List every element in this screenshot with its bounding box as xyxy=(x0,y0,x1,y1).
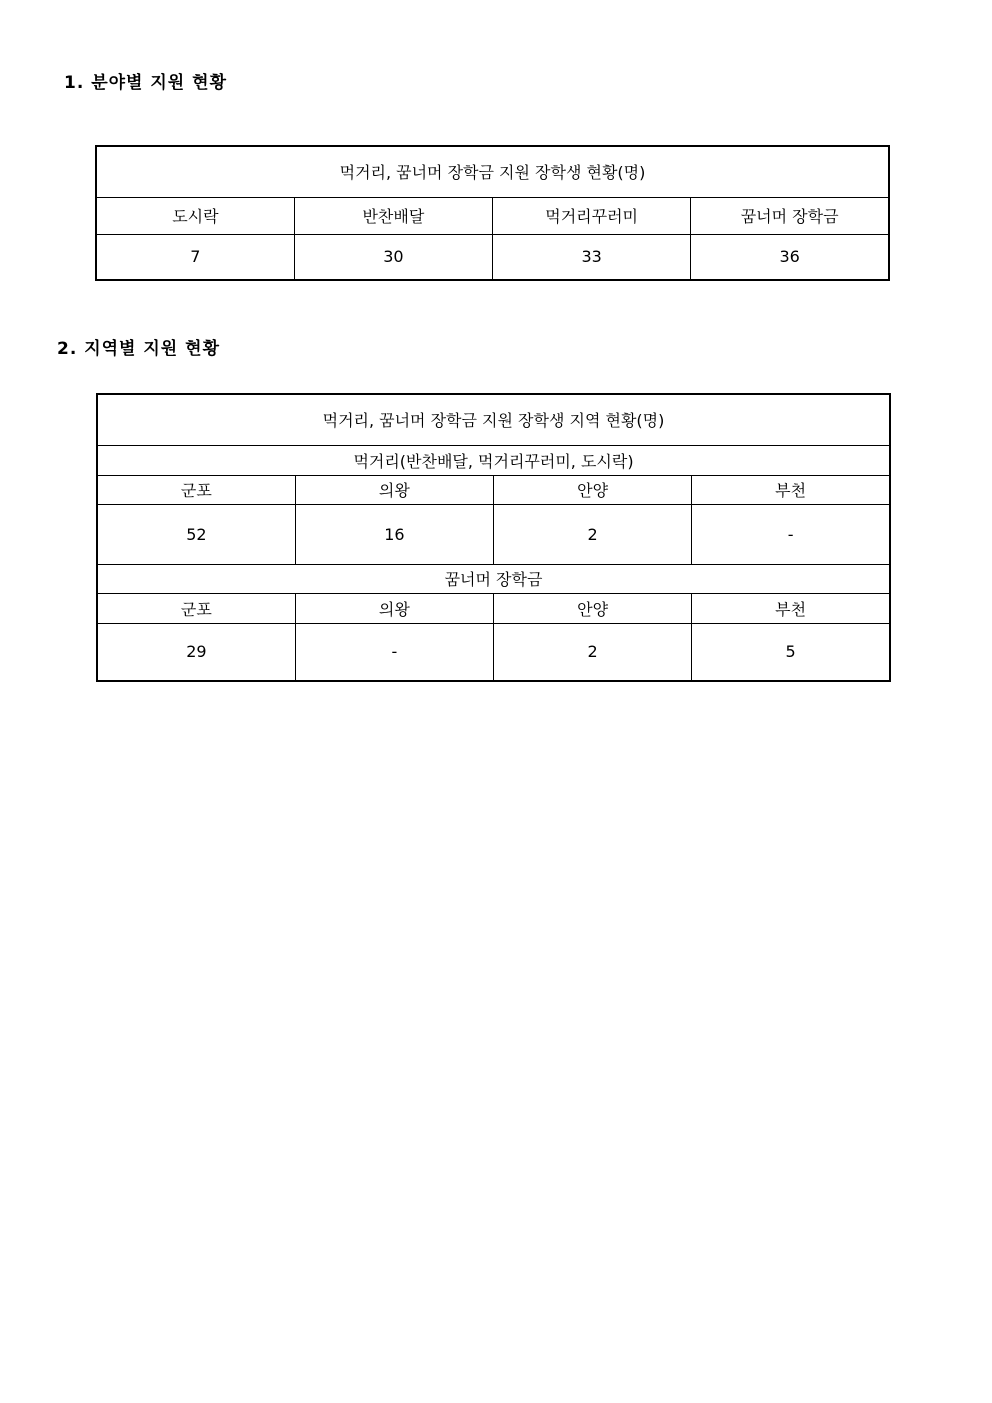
value-cell: 7 xyxy=(96,234,294,280)
value-cell: 16 xyxy=(295,504,493,564)
group-label: 꿈너머 장학금 xyxy=(97,564,890,593)
value-cell: 30 xyxy=(294,234,492,280)
value-cell: 52 xyxy=(97,504,295,564)
value-cell: 2 xyxy=(494,623,692,681)
header-cell: 안양 xyxy=(494,593,692,623)
header-cell: 군포 xyxy=(97,593,295,623)
table-row xyxy=(97,623,890,681)
header-cell: 의왕 xyxy=(295,475,493,504)
section-1-heading: 1. 분야별 지원 현황 xyxy=(64,73,227,93)
value-cell: - xyxy=(692,504,890,564)
value-cell: 36 xyxy=(691,234,889,280)
group-label: 먹거리(반찬배달, 먹거리꾸러미, 도시락) xyxy=(97,445,890,475)
table-header-row xyxy=(97,593,890,623)
value-cell: - xyxy=(295,623,493,681)
table-header-row xyxy=(96,197,889,234)
value-cell: 29 xyxy=(97,623,295,681)
table-row xyxy=(97,504,890,564)
header-cell: 부천 xyxy=(692,475,890,504)
value-cell: 5 xyxy=(692,623,890,681)
field-support-table xyxy=(95,145,890,281)
header-cell: 꿈너머 장학금 xyxy=(691,197,889,234)
header-cell: 부천 xyxy=(692,593,890,623)
table-row xyxy=(96,234,889,280)
header-cell: 반찬배달 xyxy=(294,197,492,234)
table-title: 먹거리, 꿈너머 장학금 지원 장학생 지역 현황(명) xyxy=(97,394,890,445)
region-support-table xyxy=(96,393,891,682)
header-cell: 의왕 xyxy=(295,593,493,623)
header-cell: 안양 xyxy=(494,475,692,504)
value-cell: 33 xyxy=(493,234,691,280)
table-title: 먹거리, 꿈너머 장학금 지원 장학생 현황(명) xyxy=(96,146,889,197)
section-2-heading: 2. 지역별 지원 현황 xyxy=(57,339,220,359)
header-cell: 먹거리꾸러미 xyxy=(493,197,691,234)
table-header-row xyxy=(97,475,890,504)
value-cell: 2 xyxy=(494,504,692,564)
header-cell: 도시락 xyxy=(96,197,294,234)
header-cell: 군포 xyxy=(97,475,295,504)
